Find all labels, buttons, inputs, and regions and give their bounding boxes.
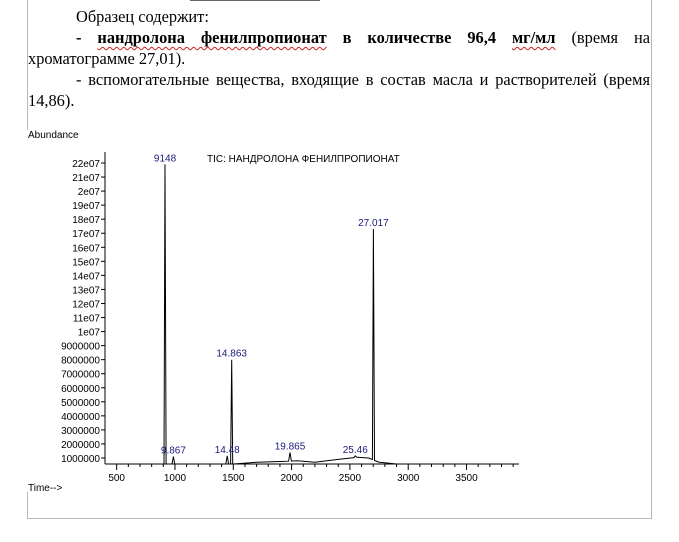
chart-background [27,130,530,492]
peak-label: 9.867 [160,445,186,457]
y-tick-label: 3000000 [61,425,100,437]
abundance-label: Abundance [28,130,79,141]
y-tick-label: 22e07 [72,159,100,170]
y-tick-label: 1000000 [61,454,100,465]
paragraph-excipients: - вспомогательные вещества, входящие в состав масла и растворителей (время 14,86). [28,70,650,110]
retention-time-text: (время на хроматограмме 27,01). [28,28,651,68]
x-tick-label: 3000 [397,473,420,484]
y-tick-label: 1e07 [77,327,100,339]
y-tick-label: 16e07 [72,243,100,255]
dash: - [76,28,98,47]
document-text [28,6,650,111]
y-tick-label: 5000000 [61,397,100,409]
substance-name: нандролона фенилпропионат [97,28,327,47]
y-tick-label: 12e07 [72,299,100,311]
y-tick-label: 11e07 [72,313,100,325]
y-tick-label: 13e07 [72,285,100,297]
y-tick-label: 19e07 [72,201,100,213]
peak-label: 14.863 [216,348,247,360]
y-tick-label: 14e07 [72,271,100,283]
y-tick-label: 8000000 [61,355,100,367]
x-tick-label: 1500 [222,473,245,484]
x-tick-label: 1000 [163,473,187,484]
peak-label: 27.017 [358,218,389,230]
y-tick-label: 2000000 [61,439,100,451]
x-tick-label: 2000 [280,473,303,484]
y-tick-label: 4000000 [61,411,100,423]
chart-title: TIC: НАНДРОЛОНА ФЕНИЛПРОПИОНАТ [207,154,400,165]
y-tick-label: 15e07 [72,257,100,269]
peak-label: 9148 [153,153,177,165]
chromatogram-svg [27,130,530,492]
peak-label: 19.865 [274,441,306,453]
y-tick-label: 7000000 [61,369,100,381]
paragraph-nandrolone [28,27,650,69]
chromatogram [27,130,530,492]
x-axis-label: Time--> [28,483,63,492]
y-tick-label: 18e07 [72,215,100,227]
unit-text: мг/мл [511,28,556,47]
peak-label: 14.48 [214,444,240,456]
y-tick-label: 6000000 [61,383,100,395]
x-tick-label: 3500 [455,473,478,484]
x-tick-label: 500 [108,473,126,484]
y-tick-label: 17e07 [72,229,100,241]
sample-contains-line: Образец содержит: [76,7,209,26]
y-tick-label: 21e07 [72,173,100,185]
amount-text: в количестве 96,4 [326,28,512,47]
y-tick-label: 2e07 [77,187,100,199]
header-rule [190,0,320,1]
y-tick-label: 9000000 [61,341,100,353]
x-tick-label: 2500 [338,473,362,484]
peak-label: 25.46 [342,444,368,456]
